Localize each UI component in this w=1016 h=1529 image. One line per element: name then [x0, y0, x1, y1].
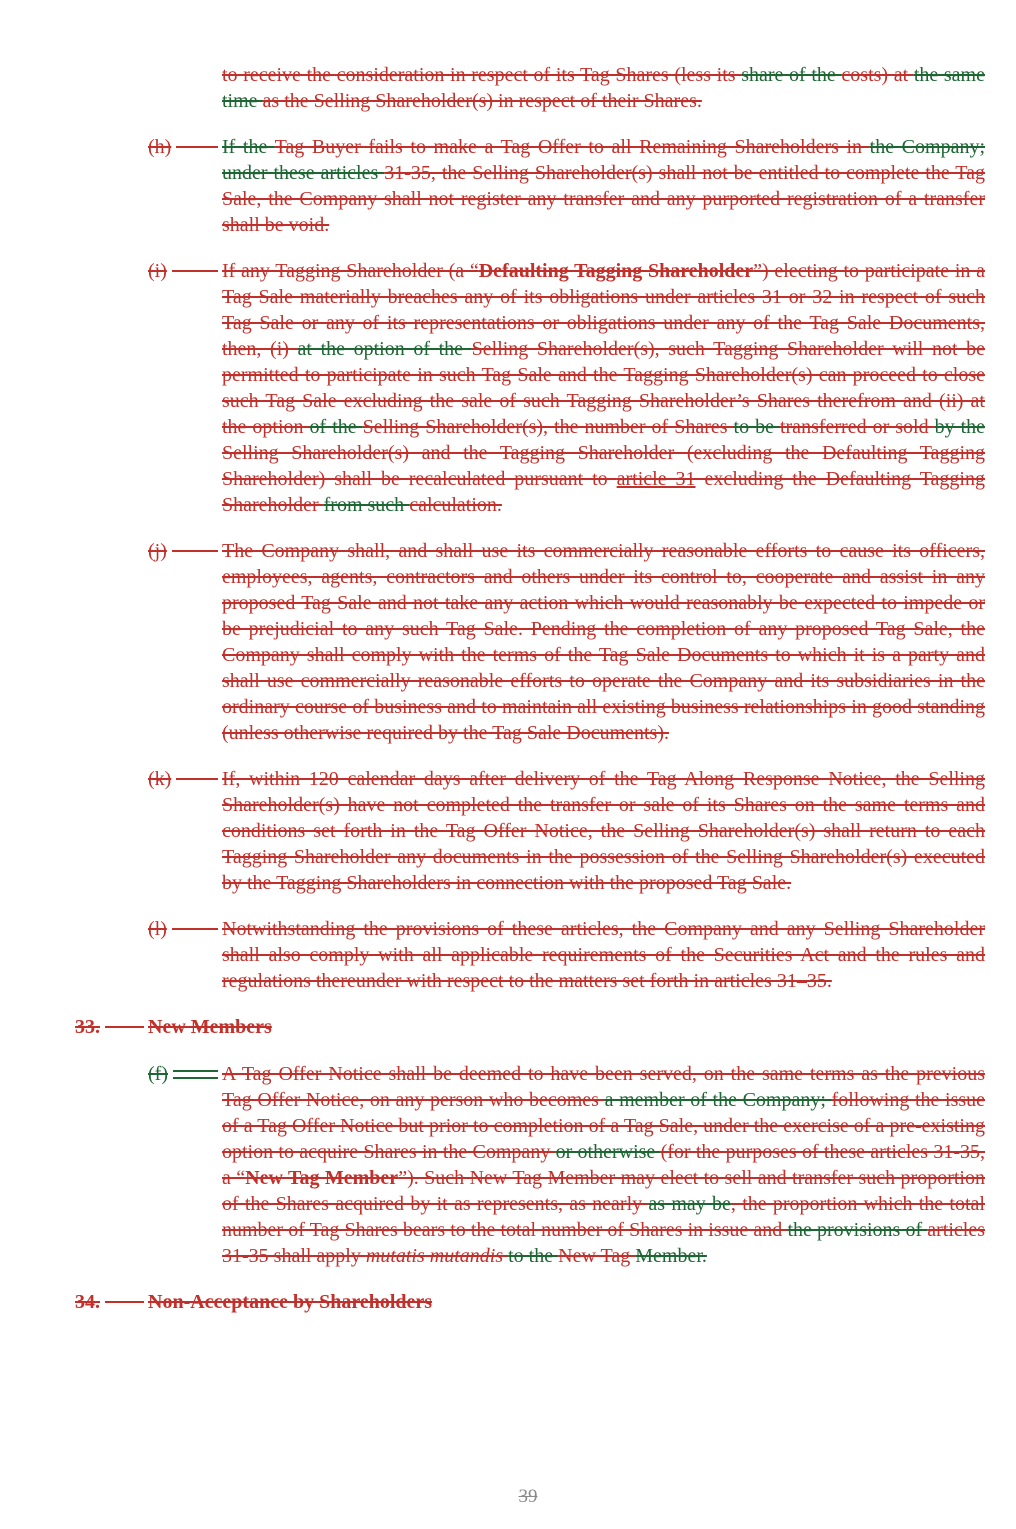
- paragraph-text: [222, 64, 985, 112]
- text-run: from such: [323, 494, 410, 516]
- text-run: by the: [934, 416, 986, 438]
- text-run: as may be: [648, 1193, 731, 1215]
- text-run: to receive the consideration in respect of its Tag Shares (less its: [222, 64, 742, 86]
- tab-strikethrough-line: [105, 1301, 144, 1303]
- text-run: 31-35, the Selling Shareholder(s) shall not be entitled to complete the Tag Sale, the Company shall not register any transfer and any purported registration of a transfer shall be void.: [222, 162, 986, 236]
- paragraph-text: [222, 136, 985, 236]
- text-run: Selling Shareholder(s) and the Tagging Shareholder (excluding the Defaulting Tagging Shareholder) shall be recalculated pursuant to: [222, 442, 985, 490]
- text-run: to be: [733, 416, 780, 438]
- text-run: If the: [222, 136, 275, 158]
- paragraph-text: [222, 540, 985, 744]
- text-run: the Company; under these articles: [222, 136, 985, 184]
- list-marker: [75, 1014, 144, 1040]
- text-run: a member of the Company;: [604, 1089, 832, 1111]
- section-heading: [75, 1289, 985, 1315]
- paragraph: [148, 538, 985, 746]
- text-run: calculation.: [409, 494, 502, 516]
- text-run: Non-Acceptance by Shareholders: [148, 1291, 433, 1313]
- tab-strikethrough-line: [172, 550, 218, 552]
- text-run: articles 31-35 shall apply: [222, 1219, 986, 1267]
- page-number: 39: [518, 1486, 538, 1507]
- paragraph: [222, 62, 985, 114]
- list-marker-label: (f): [148, 1063, 168, 1085]
- text-run: The Company shall, and shall use its commercially reasonable efforts to cause its officers, employees, agents, contractors and others under its control to, cooperate and assist in any proposed Tag Sale and not take any action which would reasonably be expected to impede or be prejudicial to any such Tag Sale. Pending the completion of any proposed Tag Sale, the Company shall comply with the terms of the Tag Sale Documents to which it is a party and shall use commercially reasonable efforts to operate the Company and its subsidiaries in the ordinary course of business and to maintain all existing business relationships in good standing (unless otherwise required by the Tag Sale Documents).: [222, 540, 985, 744]
- text-run: excluding the Defaulting Tagging Shareholder: [222, 468, 985, 516]
- list-marker: [148, 1061, 218, 1087]
- list-marker-label: (h): [148, 136, 172, 158]
- paragraph: [148, 258, 986, 518]
- text-run: costs) at: [841, 64, 914, 86]
- tab-strikethrough-line: [172, 928, 218, 930]
- paragraph-text: [148, 1016, 272, 1038]
- text-run: share of the: [741, 64, 842, 86]
- text-run: Tag Buyer fails to make a Tag Offer to all Remaining Shareholders in: [274, 136, 870, 158]
- list-marker: [148, 538, 218, 564]
- text-run: New Tag Member: [245, 1167, 399, 1189]
- list-marker: [75, 1289, 144, 1315]
- tab-strikethrough-line: [176, 778, 218, 780]
- text-run: transferred or sold: [779, 416, 935, 438]
- list-marker-label: (i): [148, 260, 167, 282]
- text-run: or otherwise: [555, 1141, 661, 1163]
- list-marker-label: (k): [148, 768, 172, 790]
- text-run: of the: [309, 416, 363, 438]
- list-marker-label: 33.: [75, 1016, 100, 1038]
- paragraph: [148, 1061, 986, 1269]
- text-run: New Members: [148, 1016, 272, 1038]
- list-marker-label: 34.: [75, 1291, 100, 1313]
- list-marker: [148, 134, 218, 160]
- text-run: , the proportion which the total number of Tag Shares bears to the total number of Shares in issue and: [222, 1193, 985, 1241]
- text-run: If, within 120 calendar days after delivery of the Tag Along Response Notice, the Selling Shareholder(s) have not completed the transfer or sale of its Shares on the same terms and conditions set forth in the Tag Offer Notice, the Selling Shareholder(s) shall return to each Tagging Shareholder any documents in the possession of the Selling Shareholder(s) executed by the Tagging Shareholders in connection with the proposed Tag Sale.: [222, 768, 985, 894]
- list-marker-label: (l): [148, 918, 167, 940]
- text-run: Member.: [635, 1245, 707, 1267]
- text-run: the provisions of: [787, 1219, 928, 1241]
- text-run: at the option of the: [297, 338, 472, 360]
- text-run: (for the purposes of these articles 31-35, a “: [222, 1141, 985, 1189]
- list-marker: [148, 766, 218, 792]
- paragraph-text: [222, 1063, 985, 1267]
- text-run: following the issue of a Tag Offer Notice but prior to completion of a Tag Sale, under the exercise of a pre-existing option to acquire Shares in the Company: [222, 1089, 986, 1163]
- paragraph: [148, 134, 986, 238]
- text-run: If any Tagging Shareholder (a “: [222, 260, 479, 282]
- paragraph: [148, 766, 985, 896]
- text-run: the same time: [222, 64, 985, 112]
- text-run: article 31: [616, 468, 696, 490]
- text-run: Defaulting Tagging Shareholder: [478, 260, 754, 282]
- section-heading: [75, 1014, 985, 1040]
- tab-strikethrough-line: [173, 1070, 218, 1079]
- paragraph-text: [222, 918, 985, 992]
- list-marker: [148, 916, 218, 942]
- text-run: mutatis mutandis: [365, 1245, 509, 1267]
- text-run: New Tag: [558, 1245, 636, 1267]
- text-run: to the: [508, 1245, 559, 1267]
- list-marker-label: (j): [148, 540, 167, 562]
- text-run: Selling Shareholder(s), the number of Shares: [362, 416, 734, 438]
- paragraph-text: [148, 1291, 432, 1313]
- tab-strikethrough-line: [105, 1026, 144, 1028]
- paragraph-text: [222, 260, 985, 516]
- paragraph-text: [222, 768, 985, 894]
- text-run: ”) electing to participate in a Tag Sale materially breaches any of its obligations under articles 31 or 32 in respect of such Tag Sale or any of its representations or obligations under any of the Tag Sale Documents, then, (i): [222, 260, 985, 360]
- text-run: Notwithstanding the provisions of these articles, the Company and any Selling Shareholder shall also comply with all applicable requirements of the Securities Act and the rules and regulations thereunder with respect to the matters set forth in articles 31–35.: [222, 918, 985, 992]
- document-body: [0, 62, 1016, 1336]
- paragraph: [148, 916, 985, 994]
- text-run: ”). Such New Tag Member may elect to sell and transfer such proportion of the Shares acquired by it as represents, as nearly: [222, 1167, 985, 1215]
- text-run: Selling Shareholder(s), such Tagging Shareholder will not be permitted to participate in such Tag Sale and the Tagging Shareholder(s) can proceed to close such Tag Sale excluding the sale of such Tagging Shareholder’s Shares therefrom and (ii) at the option: [222, 338, 986, 438]
- text-run: as the Selling Shareholder(s) in respect of their Shares.: [262, 90, 702, 112]
- tab-strikethrough-line: [176, 146, 218, 148]
- list-marker: [148, 258, 218, 284]
- tab-strikethrough-line: [172, 270, 218, 272]
- text-run: A Tag Offer Notice shall be deemed to have been served, on the same terms as the previous Tag Offer Notice, on any person who becomes: [222, 1063, 985, 1111]
